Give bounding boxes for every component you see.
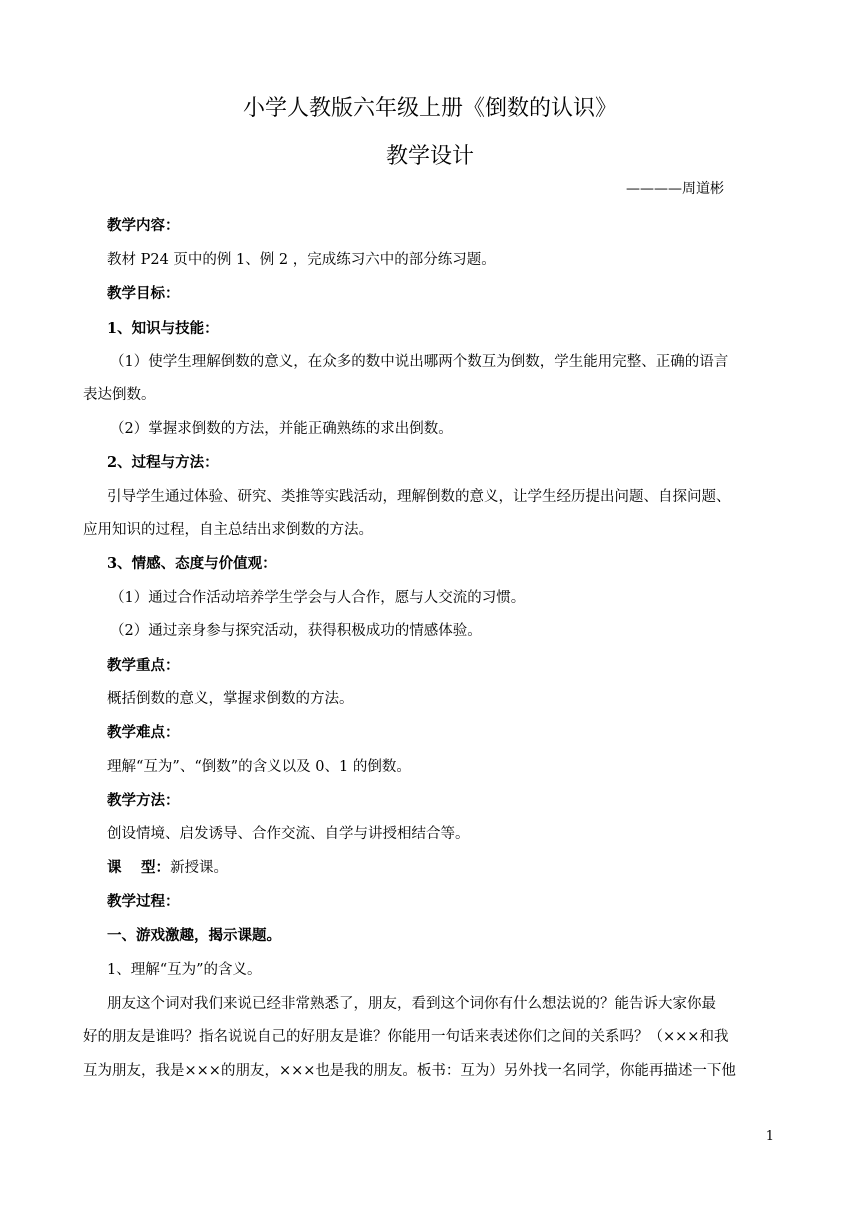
paragraph-friends-2: 好的朋友是谁吗？指名说说自己的好朋友是谁？你能用一句话来表述你们之间的关系吗？（×××和我 bbox=[83, 1029, 729, 1045]
paragraph-teaching-content: 教材 P24 页中的例 1、例 2 ，完成练习六中的部分练习题。 bbox=[107, 252, 496, 268]
heading-methods: 教学方法： bbox=[107, 792, 180, 809]
paragraph-goal-1: （1）使学生理解倒数的意义，在众多的数中说出哪两个数互为倒数，学生能用完整、正确的语言 bbox=[110, 354, 729, 370]
paragraph-goal-2: （2）掌握求倒数的方法，并能正确熟练的求出倒数。 bbox=[110, 421, 453, 437]
paragraph-friends-3: 互为朋友，我是×××的朋友，×××也是我的朋友。板书：互为）另外找一名同学，你能再描述一下他 bbox=[83, 1063, 736, 1079]
heading-knowledge-skills: 1、知识与技能： bbox=[107, 320, 219, 337]
document-subtitle: 教学设计 bbox=[385, 144, 474, 169]
paragraph-emotion-2: （2）通过亲身参与探究活动，获得积极成功的情感体验。 bbox=[110, 623, 482, 639]
document-title: 小学人教版六年级上册《倒数的认识》 bbox=[242, 96, 617, 121]
paragraph-key-points: 概括倒数的意义，掌握求倒数的方法。 bbox=[107, 691, 354, 707]
heading-emotion-attitude: 3、情感、态度与价值观： bbox=[107, 555, 277, 572]
heading-difficulties: 教学难点： bbox=[107, 724, 180, 741]
lesson-type-value: 新授课。 bbox=[170, 860, 229, 876]
lesson-type-label: 课 型： bbox=[107, 859, 171, 876]
paragraph-friends-1: 朋友这个词对我们来说已经非常熟悉了，朋友，看到这个词你有什么想法说的？能告诉大家你最 bbox=[107, 996, 716, 1012]
heading-key-points: 教学重点： bbox=[107, 657, 180, 674]
author-line: ————周道彬 bbox=[626, 181, 724, 197]
heading-section-1: 一、游戏激趣，揭示课题。 bbox=[107, 927, 281, 944]
paragraph-process-cont: 应用知识的过程，自主总结出求倒数的方法。 bbox=[83, 522, 373, 538]
paragraph-methods: 创设情境、启发诱导、合作交流、自学与讲授相结合等。 bbox=[107, 826, 470, 842]
paragraph-process: 引导学生通过体验、研究、类推等实践活动，理解倒数的意义，让学生经历提出问题、自探问题、 bbox=[107, 489, 731, 505]
heading-teaching-goals: 教学目标： bbox=[107, 285, 180, 302]
paragraph-difficulties: 理解“互为”、“倒数”的含义以及 0、1 的倒数。 bbox=[107, 759, 411, 775]
page-number: 1 bbox=[765, 1129, 774, 1144]
subheading-mutual: 1、理解“互为”的含义。 bbox=[107, 962, 262, 978]
paragraph-emotion-1: （1）通过合作活动培养学生学会与人合作，愿与人交流的习惯。 bbox=[110, 590, 526, 606]
lesson-type-line bbox=[107, 856, 807, 877]
heading-teaching-process: 教学过程： bbox=[107, 893, 180, 910]
heading-teaching-content: 教学内容： bbox=[107, 217, 180, 234]
heading-process-method: 2、过程与方法： bbox=[107, 454, 219, 471]
paragraph-goal-1-cont: 表达倒数。 bbox=[83, 387, 156, 403]
